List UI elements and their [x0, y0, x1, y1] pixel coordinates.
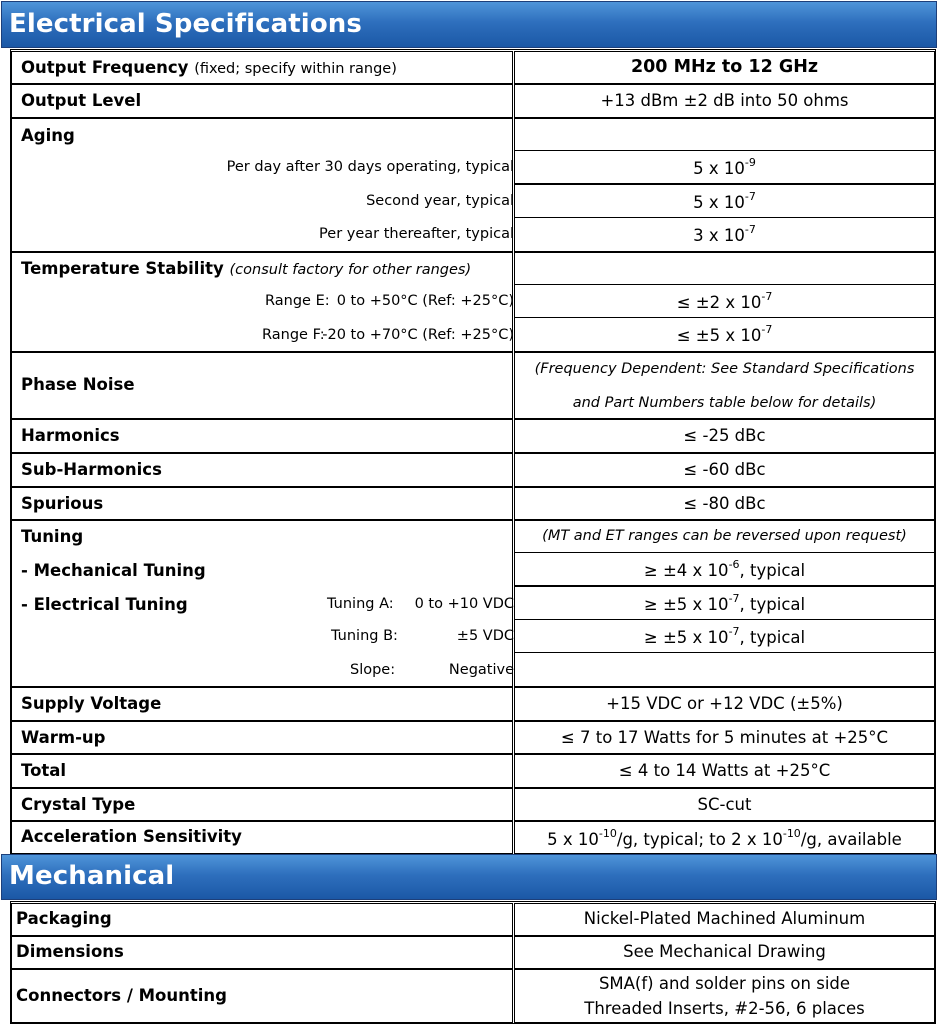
tuning-note: (MT and ET ranges can be reversed upon request) — [542, 528, 907, 544]
connectors-line1: SMA(f) and solder pins on side — [598, 974, 851, 993]
section-title: Mechanical — [9, 861, 175, 891]
row-connectors-value — [514, 969, 935, 1023]
total-value: ≤ 4 to 14 Watts at +25°C — [618, 761, 831, 780]
acceleration-sensitivity-label: Acceleration Sensitivity — [21, 827, 242, 846]
temperature-stability-note: (consult factory for other ranges) — [229, 262, 472, 278]
row-dimensions-value — [514, 936, 935, 969]
harmonics-label: Harmonics — [21, 426, 120, 445]
slope-value: Negative — [448, 662, 514, 678]
total-label: Total — [21, 761, 67, 780]
electrical-spec-table — [10, 49, 936, 855]
warm-up-label: Warm-up — [21, 728, 106, 747]
mechanical-tuning-label: - Mechanical Tuning — [21, 561, 206, 580]
row-supply-voltage-value — [514, 687, 935, 721]
tuning-a-value: ≥ ±5 x $10^{-7}$, typical — [643, 591, 806, 614]
acceleration-sensitivity-value: 5 x $10^{-10}/g$, typical; to 2 x $10^{-10}/g$, available — [547, 826, 902, 849]
row-supply-voltage-label — [11, 687, 513, 721]
aging-value-cell — [514, 150, 935, 184]
tuning-b-range: ±5 VDC — [456, 628, 514, 644]
aging-value: 5 x $10^{-7}$ — [693, 189, 756, 212]
range-f-label: Range F: — [262, 327, 325, 343]
row-tuning-label — [11, 520, 513, 687]
supply-voltage-value: +15 VDC or +12 VDC (±5%) — [606, 694, 843, 713]
row-warm-up-value — [514, 721, 935, 754]
row-output-level-label — [11, 84, 513, 118]
supply-voltage-label: Supply Voltage — [21, 694, 162, 713]
tuning-label: Tuning — [21, 527, 84, 546]
electrical-specifications-header — [1, 1, 937, 48]
row-spurious-label — [11, 487, 513, 520]
crystal-type-label: Crystal Type — [21, 795, 136, 814]
row-acceleration-sensitivity-label — [11, 821, 513, 854]
row-warm-up-label — [11, 721, 513, 754]
row-connectors-label — [11, 969, 513, 1023]
aging-value-cell — [514, 184, 935, 218]
tuning-b-label: Tuning B: — [331, 628, 398, 644]
row-output-frequency-label — [11, 51, 513, 84]
row-crystal-type-label — [11, 788, 513, 821]
row-harmonics-label — [11, 419, 513, 453]
tuning-note-cell — [514, 520, 935, 553]
temperature-stability-label: Temperature Stability — [21, 259, 224, 278]
output-frequency-label: Output Frequency — [21, 58, 189, 77]
mechanical-tuning-value-cell — [514, 552, 935, 586]
phase-noise-line2: and Part Numbers table below for details) — [572, 395, 877, 411]
aging-row-label: Second year, typical — [366, 193, 514, 209]
row-output-level-value — [514, 84, 935, 118]
packaging-value: Nickel-Plated Machined Aluminum — [583, 909, 866, 928]
range-f-value: ≤ ±5 x $10^{-7}$ — [676, 322, 773, 345]
tuning-a-range: 0 to +10 VDC — [414, 596, 514, 612]
crystal-type-value: SC-cut — [697, 795, 752, 814]
mechanical-header — [1, 854, 937, 900]
range-e-range: 0 to +50°C (Ref: +25°C) — [336, 293, 514, 309]
aging-row-label: Per day after 30 days operating, typical — [226, 159, 514, 175]
range-e-value-cell — [514, 284, 935, 318]
electrical-tuning-label: - Electrical Tuning — [21, 595, 188, 614]
output-level-label: Output Level — [21, 91, 142, 110]
row-temperature-stability-label — [11, 252, 513, 352]
tuning-b-value-cell — [514, 619, 935, 653]
range-e-label: Range E: — [265, 293, 330, 309]
dimensions-label: Dimensions — [16, 942, 124, 961]
spurious-value: ≤ -80 dBc — [683, 494, 766, 513]
output-frequency-value: 200 MHz to 12 GHz — [630, 57, 819, 77]
row-aging-label — [11, 118, 513, 252]
tuning-a-value-cell — [514, 586, 935, 620]
connectors-mounting-label: Connectors / Mounting — [16, 986, 227, 1005]
harmonics-value: ≤ -25 dBc — [683, 426, 766, 445]
mechanical-tuning-value: ≥ ±4 x $10^{-6}$, typical — [643, 557, 806, 580]
temperature-stability-header-value-cell — [514, 252, 935, 285]
aging-value: 3 x $10^{-7}$ — [693, 222, 756, 245]
connectors-line2: Threaded Inserts, #2-56, 6 places — [584, 999, 865, 1018]
row-packaging-value — [514, 903, 935, 936]
warm-up-value: ≤ 7 to 17 Watts for 5 minutes at +25°C — [560, 728, 889, 747]
row-sub-harmonics-label — [11, 453, 513, 487]
sub-harmonics-value: ≤ -60 dBc — [683, 460, 766, 479]
row-dimensions-label — [11, 936, 513, 969]
output-level-value: +13 dBm ±2 dB into 50 ohms — [600, 91, 849, 110]
aging-label: Aging — [21, 126, 75, 145]
row-output-frequency-value — [514, 51, 935, 84]
section-title: Electrical Specifications — [9, 9, 362, 39]
mechanical-spec-table — [10, 901, 936, 1024]
tuning-a-label: Tuning A: — [327, 596, 394, 612]
row-harmonics-value — [514, 419, 935, 453]
sub-harmonics-label: Sub-Harmonics — [21, 460, 162, 479]
range-f-value-cell — [514, 317, 935, 352]
range-e-value: ≤ ±2 x $10^{-7}$ — [676, 289, 773, 312]
spurious-label: Spurious — [21, 494, 104, 513]
aging-row-label: Per year thereafter, typical — [319, 226, 514, 242]
packaging-label: Packaging — [16, 909, 112, 928]
range-f-range: -20 to +70°C (Ref: +25°C) — [322, 327, 514, 343]
tuning-b-value: ≥ ±5 x $10^{-7}$, typical — [643, 624, 806, 647]
slope-label: Slope: — [350, 662, 396, 678]
row-acceleration-sensitivity-value — [514, 821, 935, 854]
dimensions-value: See Mechanical Drawing — [623, 942, 826, 961]
phase-noise-line1: (Frequency Dependent: See Standard Specifications — [534, 361, 915, 377]
row-sub-harmonics-value — [514, 453, 935, 487]
slope-value-cell — [514, 652, 935, 687]
aging-value-cell — [514, 217, 935, 252]
row-packaging-label — [11, 903, 513, 936]
row-total-label — [11, 754, 513, 788]
row-total-value — [514, 754, 935, 788]
row-phase-noise-label — [11, 352, 513, 419]
row-crystal-type-value — [514, 788, 935, 821]
output-frequency-note: (fixed; specify within range) — [194, 61, 397, 77]
row-phase-noise-value — [514, 352, 935, 419]
row-spurious-value — [514, 487, 935, 520]
aging-value: 5 x $10^{-9}$ — [693, 155, 756, 178]
phase-noise-label: Phase Noise — [21, 375, 135, 394]
aging-header-value-cell — [514, 118, 935, 151]
